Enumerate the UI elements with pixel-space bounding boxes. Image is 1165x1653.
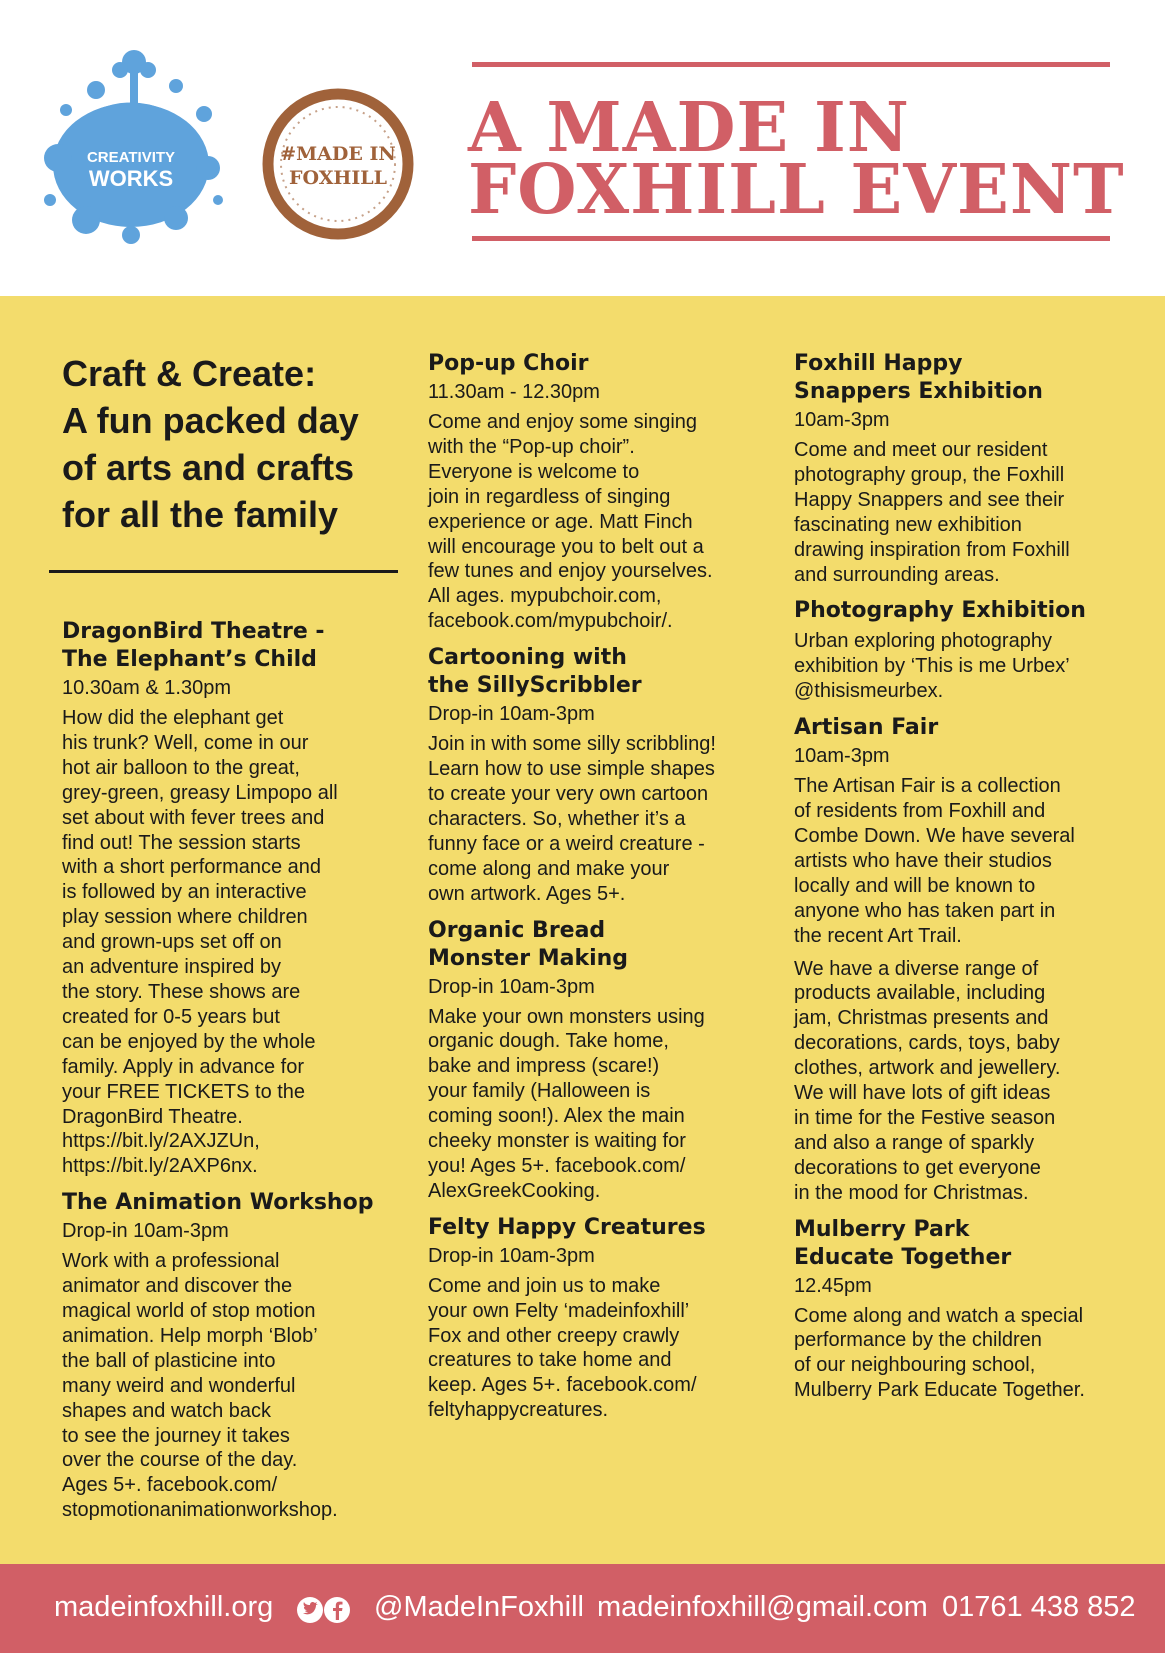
event-time: 10.30am & 1.30pm (62, 677, 231, 699)
event-description (428, 732, 768, 906)
event-description-line: Ages 5+. facebook.com/ (62, 1474, 278, 1497)
event-description-line: How did the elephant get (62, 707, 284, 729)
event-time: 12.45pm (794, 1274, 872, 1297)
event-description-line: own artwork. Ages 5+. (428, 882, 626, 905)
event-title-line: Pop-up Choir (428, 351, 589, 376)
svg-text:CREATIVITY: CREATIVITY (86, 149, 176, 166)
event-description-line: locally and will be known to (794, 874, 1036, 897)
event-time: 11.30am - 12.30pm (428, 381, 600, 403)
footer (0, 1564, 1165, 1653)
event-description-line: with a short performance and (62, 856, 322, 879)
event-title-line: Organic Bread (428, 917, 606, 943)
event-choir (428, 350, 768, 634)
event-description-line: over the course of the day. (62, 1449, 298, 1472)
title-top-rule (472, 62, 1110, 67)
event-description-line: We will have lots of gift ideas (794, 1082, 1051, 1105)
event-description-line: to see the journey it takes (62, 1424, 290, 1447)
event-description-line: bake and impress (scare!) (428, 1055, 660, 1078)
phone-number: 01761 438 852 (942, 1591, 1136, 1623)
event-description (428, 1274, 768, 1423)
event-title-line: DragonBird Theatre - (62, 619, 325, 644)
event-title-line: Cartooning with (428, 645, 627, 671)
event-cartooning (428, 644, 768, 906)
event-title-line: Educate Together (794, 1244, 1012, 1270)
event-title (428, 644, 768, 700)
event-description-line: in the mood for Christmas. (794, 1181, 1029, 1204)
event-description-line: Fox and other creepy crawly (428, 1324, 680, 1347)
event-snappers (794, 350, 1134, 587)
event-description-line: is followed by an interactive (62, 881, 307, 904)
email-link[interactable]: madeinfoxhill@gmail.com (597, 1591, 928, 1623)
event-description-line: the recent Art Trail. (794, 924, 962, 947)
event-description-line: performance by the children (794, 1329, 1042, 1352)
event-time: Drop-in 10am-3pm (428, 703, 595, 726)
event-description-line: Happy Snappers and see their (794, 488, 1065, 511)
intro-heading-line: A fun packed day (62, 400, 359, 441)
event-description-line: funny face or a weird creature - (428, 832, 705, 855)
event-description-line: drawing inspiration from Foxhill (794, 538, 1070, 561)
event-description-line: experience or age. Matt Finch (428, 510, 693, 533)
event-description-line: family. Apply in advance for (62, 1055, 304, 1078)
event-description-line: facebook.com/mypubchoir/. (428, 610, 673, 633)
event-description (794, 629, 1134, 704)
event-description-line: Combe Down. We have several (794, 824, 1075, 847)
event-bread (428, 917, 768, 1204)
event-description-line: Work with a professional (62, 1250, 280, 1273)
event-title (794, 1216, 1134, 1272)
event-title (62, 1189, 402, 1217)
event-title (428, 917, 768, 973)
event-description (428, 410, 768, 634)
event-description-line: AlexGreekCooking. (428, 1179, 601, 1202)
svg-text:FOXHILL: FOXHILL (288, 167, 388, 189)
event-mulberry (794, 1216, 1134, 1404)
title-bottom-rule (472, 236, 1110, 241)
event-description-line: in time for the Festive season (794, 1106, 1056, 1129)
event-description-line: animator and discover the (62, 1275, 293, 1298)
event-title (794, 597, 1134, 625)
intro-heading-line: for all the family (62, 494, 339, 535)
event-description-line: artists who have their studios (794, 849, 1052, 872)
svg-text:WORKS: WORKS (88, 166, 174, 191)
event-title-line: Photography Exhibition (794, 598, 1086, 624)
event-description-line: to create your very own cartoon (428, 782, 709, 805)
event-description (794, 438, 1134, 587)
event-title-line: Foxhill Happy (794, 351, 963, 376)
event-description-line: can be enjoyed by the whole (62, 1030, 316, 1053)
event-description (62, 1249, 402, 1523)
event-description-line: find out! The session starts (62, 831, 301, 854)
event-description-line: Make your own monsters using (428, 1005, 705, 1028)
event-description-line: stopmotionanimationworkshop. (62, 1499, 338, 1522)
event-description-line: products available, including (794, 982, 1046, 1005)
event-time: Drop-in 10am-3pm (428, 1244, 595, 1267)
event-description-line: Come along and watch a special (794, 1304, 1084, 1327)
event-title-line: Felty Happy Creatures (428, 1214, 706, 1240)
event-time: 10am-3pm (794, 409, 890, 431)
event-description-line: Urban exploring photography (794, 630, 1052, 653)
event-description-line: join in regardless of singing (428, 485, 671, 508)
creativity-works-logo (36, 40, 226, 250)
facebook-icon[interactable] (324, 1597, 350, 1623)
event-description-line: The Artisan Fair is a collection (794, 775, 1061, 798)
event-description-line: of residents from Foxhill and (794, 800, 1046, 823)
event-time: Drop-in 10am-3pm (428, 975, 595, 998)
event-description-line: the story. These shows are (62, 980, 301, 1003)
event-description-line: animation. Help morph ‘Blob’ (62, 1324, 318, 1347)
intro-heading (62, 350, 402, 538)
event-description-line: of our neighbouring school, (794, 1354, 1036, 1377)
twitter-icon[interactable] (297, 1597, 323, 1623)
event-description-line: creatures to take home and (428, 1349, 672, 1372)
event-description-line: Come and join us to make (428, 1274, 661, 1297)
event-description-line: characters. So, whether it’s a (428, 807, 686, 830)
event-description-line: shapes and watch back (62, 1399, 272, 1422)
event-description-line: grey-green, greasy Limpopo all (62, 781, 338, 804)
social-icons (296, 1596, 352, 1624)
event-description (794, 1304, 1134, 1404)
event-description-line: anyone who has taken part in (794, 899, 1056, 922)
event-description-line: created for 0-5 years but (62, 1005, 280, 1028)
column-3 (794, 350, 1134, 1413)
event-description-line: you! Ages 5+. facebook.com/ (428, 1154, 686, 1177)
event-description-line: and grown-ups set off on (62, 931, 282, 954)
event-description-line: Learn how to use simple shapes (428, 758, 715, 781)
event-description-line: https://bit.ly/2AXJZUn, (62, 1130, 260, 1153)
event-description-line: feltyhappycreatures. (428, 1399, 609, 1422)
event-description-line: magical world of stop motion (62, 1300, 316, 1323)
event-programme (0, 296, 1165, 1564)
event-description-line: Mulberry Park Educate Together. (794, 1379, 1085, 1402)
event-description-line: decorations, cards, toys, baby (794, 1032, 1060, 1055)
column-1 (62, 350, 402, 1533)
event-description-line: @thisismeurbex. (794, 680, 944, 703)
event-description-line: DragonBird Theatre. (62, 1105, 243, 1128)
event-description-line: an adventure inspired by (62, 956, 282, 979)
event-artisan (794, 714, 1134, 1205)
event-description-line: the ball of plasticine into (62, 1349, 276, 1372)
column-2 (428, 350, 768, 1433)
event-title-line: Artisan Fair (794, 715, 939, 741)
event-description-line: clothes, artwork and jewellery. (794, 1057, 1061, 1080)
website-link[interactable]: madeinfoxhill.org (54, 1591, 274, 1623)
event-description-line: Join in with some silly scribbling! (428, 733, 716, 756)
event-description-line: photography group, the Foxhill (794, 463, 1065, 486)
svg-text:#MADE IN: #MADE IN (280, 143, 396, 165)
event-description-line: few tunes and enjoy yourselves. (428, 560, 713, 583)
event-title-line: The Animation Workshop (62, 1190, 374, 1216)
event-description-line: his trunk? Well, come in our (62, 731, 309, 754)
event-animation (62, 1189, 402, 1523)
event-description-line: your FREE TICKETS to the (62, 1080, 306, 1103)
event-description-line: exhibition by ‘This is me Urbex’ (794, 655, 1070, 678)
event-description-line: cheeky monster is waiting for (428, 1130, 686, 1153)
event-description-line: keep. Ages 5+. facebook.com/ (428, 1374, 697, 1397)
event-description-line: Everyone is welcome to (428, 460, 640, 483)
event-description-line: fascinating new exhibition (794, 513, 1022, 536)
event-description (62, 706, 402, 1179)
event-description-line: your family (Halloween is (428, 1080, 651, 1103)
intro-heading-line: of arts and crafts (62, 447, 355, 488)
event-description-line: Come and meet our resident (794, 439, 1048, 461)
event-description-line: come along and make your (428, 857, 670, 880)
event-description-line: jam, Christmas presents and (794, 1007, 1049, 1030)
event-description-line: organic dough. Take home, (428, 1030, 669, 1053)
event-title (428, 1214, 768, 1242)
event-title-line: Monster Making (428, 945, 629, 971)
event-description-line: your own Felty ‘madeinfoxhill’ (428, 1299, 690, 1322)
event-description (794, 957, 1134, 1206)
made-in-foxhill-logo (258, 84, 418, 244)
event-title-line: The Elephant’s Child (62, 647, 317, 672)
page-title-line-2: FOXHILL EVENT (468, 150, 1125, 230)
event-title-line: Snappers Exhibition (794, 379, 1043, 404)
header (0, 0, 1165, 296)
event-title (428, 350, 768, 378)
event-description-line: decorations to get everyone (794, 1156, 1041, 1179)
event-description-line: play session where children (62, 906, 308, 929)
event-description (428, 1005, 768, 1204)
event-description-line: We have a diverse range of (794, 957, 1039, 980)
event-description-line: hot air balloon to the great, (62, 756, 300, 779)
social-handle[interactable]: @MadeInFoxhill (374, 1591, 584, 1623)
event-description-line: will encourage you to belt out a (428, 535, 704, 558)
event-time: 10am-3pm (794, 745, 890, 768)
event-felty (428, 1214, 768, 1423)
event-description-line: and surrounding areas. (794, 563, 1000, 586)
event-title-line: Mulberry Park (794, 1216, 970, 1242)
event-description-line: and also a range of sparkly (794, 1131, 1035, 1154)
event-photography (794, 597, 1134, 704)
event-description-line: All ages. mypubchoir.com, (428, 585, 662, 608)
event-title (62, 618, 402, 674)
event-description-line: with the “Pop-up choir”. (428, 435, 635, 458)
event-time: Drop-in 10am-3pm (62, 1220, 229, 1243)
event-dragonbird (62, 618, 402, 1179)
event-description-line: https://bit.ly/2AXP6nx. (62, 1155, 258, 1178)
event-title-line: the SillyScribbler (428, 673, 642, 699)
event-description-line: many weird and wonderful (62, 1374, 296, 1397)
event-description-line: Come and enjoy some singing (428, 411, 698, 433)
event-description-line: coming soon!). Alex the main (428, 1105, 685, 1128)
event-title (794, 714, 1134, 742)
intro-heading-line: Craft & Create: (62, 353, 317, 394)
event-description (794, 774, 1134, 948)
event-title (794, 350, 1134, 406)
event-description-line: set about with fever trees and (62, 806, 325, 829)
page-title-line-1: A MADE IN (468, 88, 910, 168)
